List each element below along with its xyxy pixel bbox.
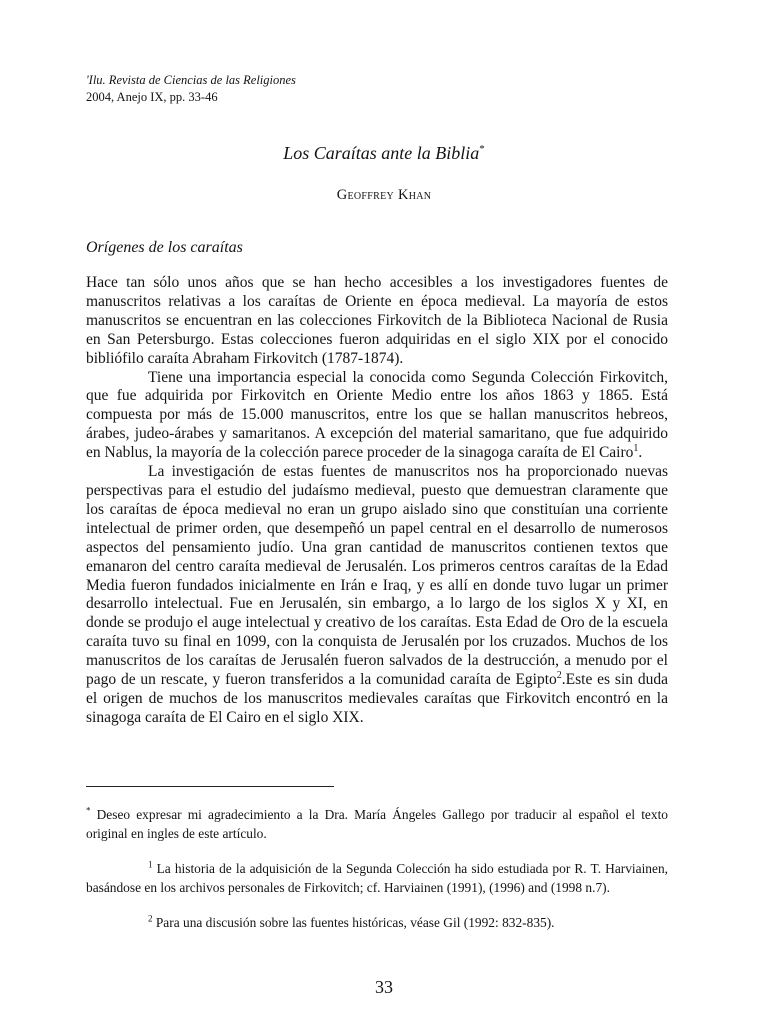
paragraph-1-text: Hace tan sólo unos años que se han hecho accesibles a los investigadores fuentes de manuscritos relativas a los caraítas de Oriente en época medieval. La mayoría de estos manuscritos se encuentran en las colecciones Firkovitch de la Biblioteca Nacional de Rusia en San Petersburgo. Estas colecciones fueron adquiridas en el siglo XIX por el conocido bibliófilo caraíta Abraham Firkovitch (1787-1874). — [86, 274, 668, 367]
footnote-2-text: Para una discusión sobre las fuentes históricas, véase Gil (1992: 832-835). — [155, 915, 555, 931]
footnotes — [86, 806, 668, 950]
footnote-1 — [86, 860, 668, 897]
footnote-star — [86, 806, 668, 843]
journal-name: 'Ilu. Revista de Ciencias de las Religiones — [86, 73, 296, 87]
article-author: Geoffrey Khan — [336, 187, 432, 203]
footnote-ref-1: 1 — [633, 443, 639, 454]
paragraph-1 — [86, 274, 668, 369]
footnote-ref-2: 2 — [556, 669, 562, 681]
title-footnote-mark: * — [479, 143, 485, 155]
footnote-1-text: La historia de la adquisición de la Segunda Colección ha sido estudiada por R. T. Harviainen, basándose en los archivos personales de Firkovitch; cf. Harviainen (1991), (1996) and (1998 n.7). — [86, 861, 668, 895]
article-title-text: Los Caraítas ante la Biblia — [283, 143, 480, 163]
footnote-star-text: Deseo expresar mi agradecimiento a la Dra. María Ángeles Gallego por traducir al español el texto original en ingles de este artículo. — [86, 807, 668, 841]
paragraph-3: La investigación de estas fuentes de manuscritos nos ha proporcionado nuevas perspectivas para el estudio del judaísmo medieval, puesto que demuestran claramente que los caraítas de época medieval no eran un grupo aislado sino que constituían una corriente intelectual de primer orden, que desempeñó un papel central en el desarrollo de numerosos aspectos del pensamiento judío. Una gran cantidad de manuscritos contienen textos que emanaron del centro caraíta medieval de Jerusalén. Los primeros centros caraítas de la Edad Media fueron fundados inicialmente en Irán e Iraq, y es allí en donde tuvo lugar un primer desarrollo intelectual. Fue en Jerusalén, sin embargo, a lo largo de los siglos X y XI, en donde se produjo el auge intelectual y creativo de los caraítas. Esta Edad de Oro de la escuela caraíta tuvo su final en 1099, con la conquista de Jerusalén por los cruzados. Muchos de los manuscritos de los caraítas de Jerusalén fueron salvados de la destrucción, a menudo por el pago de un rescate, y fueron transferidos a la comunidad caraíta de Egipto$^2$.Este es sin duda el origen de muchos de los manuscritos medievales caraítas que Firkovitch encontró en la sinagoga caraíta de El Cairo en el siglo XIX. — [86, 463, 668, 726]
page-number: 33 — [375, 977, 393, 997]
article-body — [86, 274, 668, 728]
footnote-1-mark: 1 — [148, 859, 153, 870]
footnote-2-mark: 2 — [148, 913, 153, 924]
journal-issue: 2004, Anejo IX, pp. 33-46 — [86, 90, 218, 104]
article-title — [0, 143, 768, 164]
footnote-2 — [86, 914, 668, 933]
journal-citation — [86, 72, 296, 106]
paragraph-2: Tiene una importancia especial la conocida como Segunda Colección Firkovitch, que fue adquirida por Firkovitch en Oriente Medio entre los años 1863 y 1865. Está compuesta por más de 15.000 manuscritos, entre los que se hallan manuscritos hebreos, árabes, judeo-árabes y samaritanos. A excepción del material samaritano, que fue adquirido en Nablus, la mayoría de la colección parece proceder de la sinagoga caraíta de El Cairo$^1$. — [86, 368, 668, 462]
footnote-star-mark: * — [86, 805, 91, 816]
paragraph-3-text-after: Este es sin duda el origen de muchos de los manuscritos medievales caraítas que Firkovitch encontró en la sinagoga caraíta de El Cairo en el siglo XIX. — [86, 671, 668, 726]
section-heading: Orígenes de los caraítas — [86, 239, 243, 256]
paragraph-2-text: Tiene una importancia especial la conocida como Segunda Colección Firkovitch, que fue adquirida por Firkovitch en Oriente Medio entre los años 1863 y 1865. Está compuesta por más de 15.000 manuscritos, entre los que se hallan manuscritos hebreos, árabes, judeo-árabes y samaritanos. A excepción del material samaritano, que fue adquirido en Nablus, la mayoría de la colección parece proceder de la sinagoga caraíta de El Cairo — [86, 368, 668, 462]
paragraph-3-text: La investigación de estas fuentes de manuscritos nos ha proporcionado nuevas perspectivas para el estudio del judaísmo medieval, puesto que demuestran claramente que los caraítas de época medieval no eran un grupo aislado sino que constituían una corriente intelectual de primer orden, que desempeñó un papel central en el desarrollo de numerosos aspectos del pensamiento judío. Una gran cantidad de manuscritos contienen textos que emanaron del centro caraíta medieval de Jerusalén. Los primeros centros caraítas de la Edad Media fueron fundados inicialmente en Irán e Iraq, y es allí en donde tuvo lugar un primer desarrollo intelectual. Fue en Jerusalén, sin embargo, a lo largo de los siglos X y XI, en donde se produjo el auge intelectual y creativo de los caraítas. Esta Edad de Oro de la escuela caraíta tuvo su final en 1099, con la conquista de Jerusalén por los cruzados. Muchos de los manuscritos de los caraítas de Jerusalén fueron salvados de la destrucción, a menudo por el pago de un rescate, y fueron transferidos a la comunidad caraíta de Egipto — [86, 463, 668, 689]
footnote-divider — [86, 786, 334, 787]
